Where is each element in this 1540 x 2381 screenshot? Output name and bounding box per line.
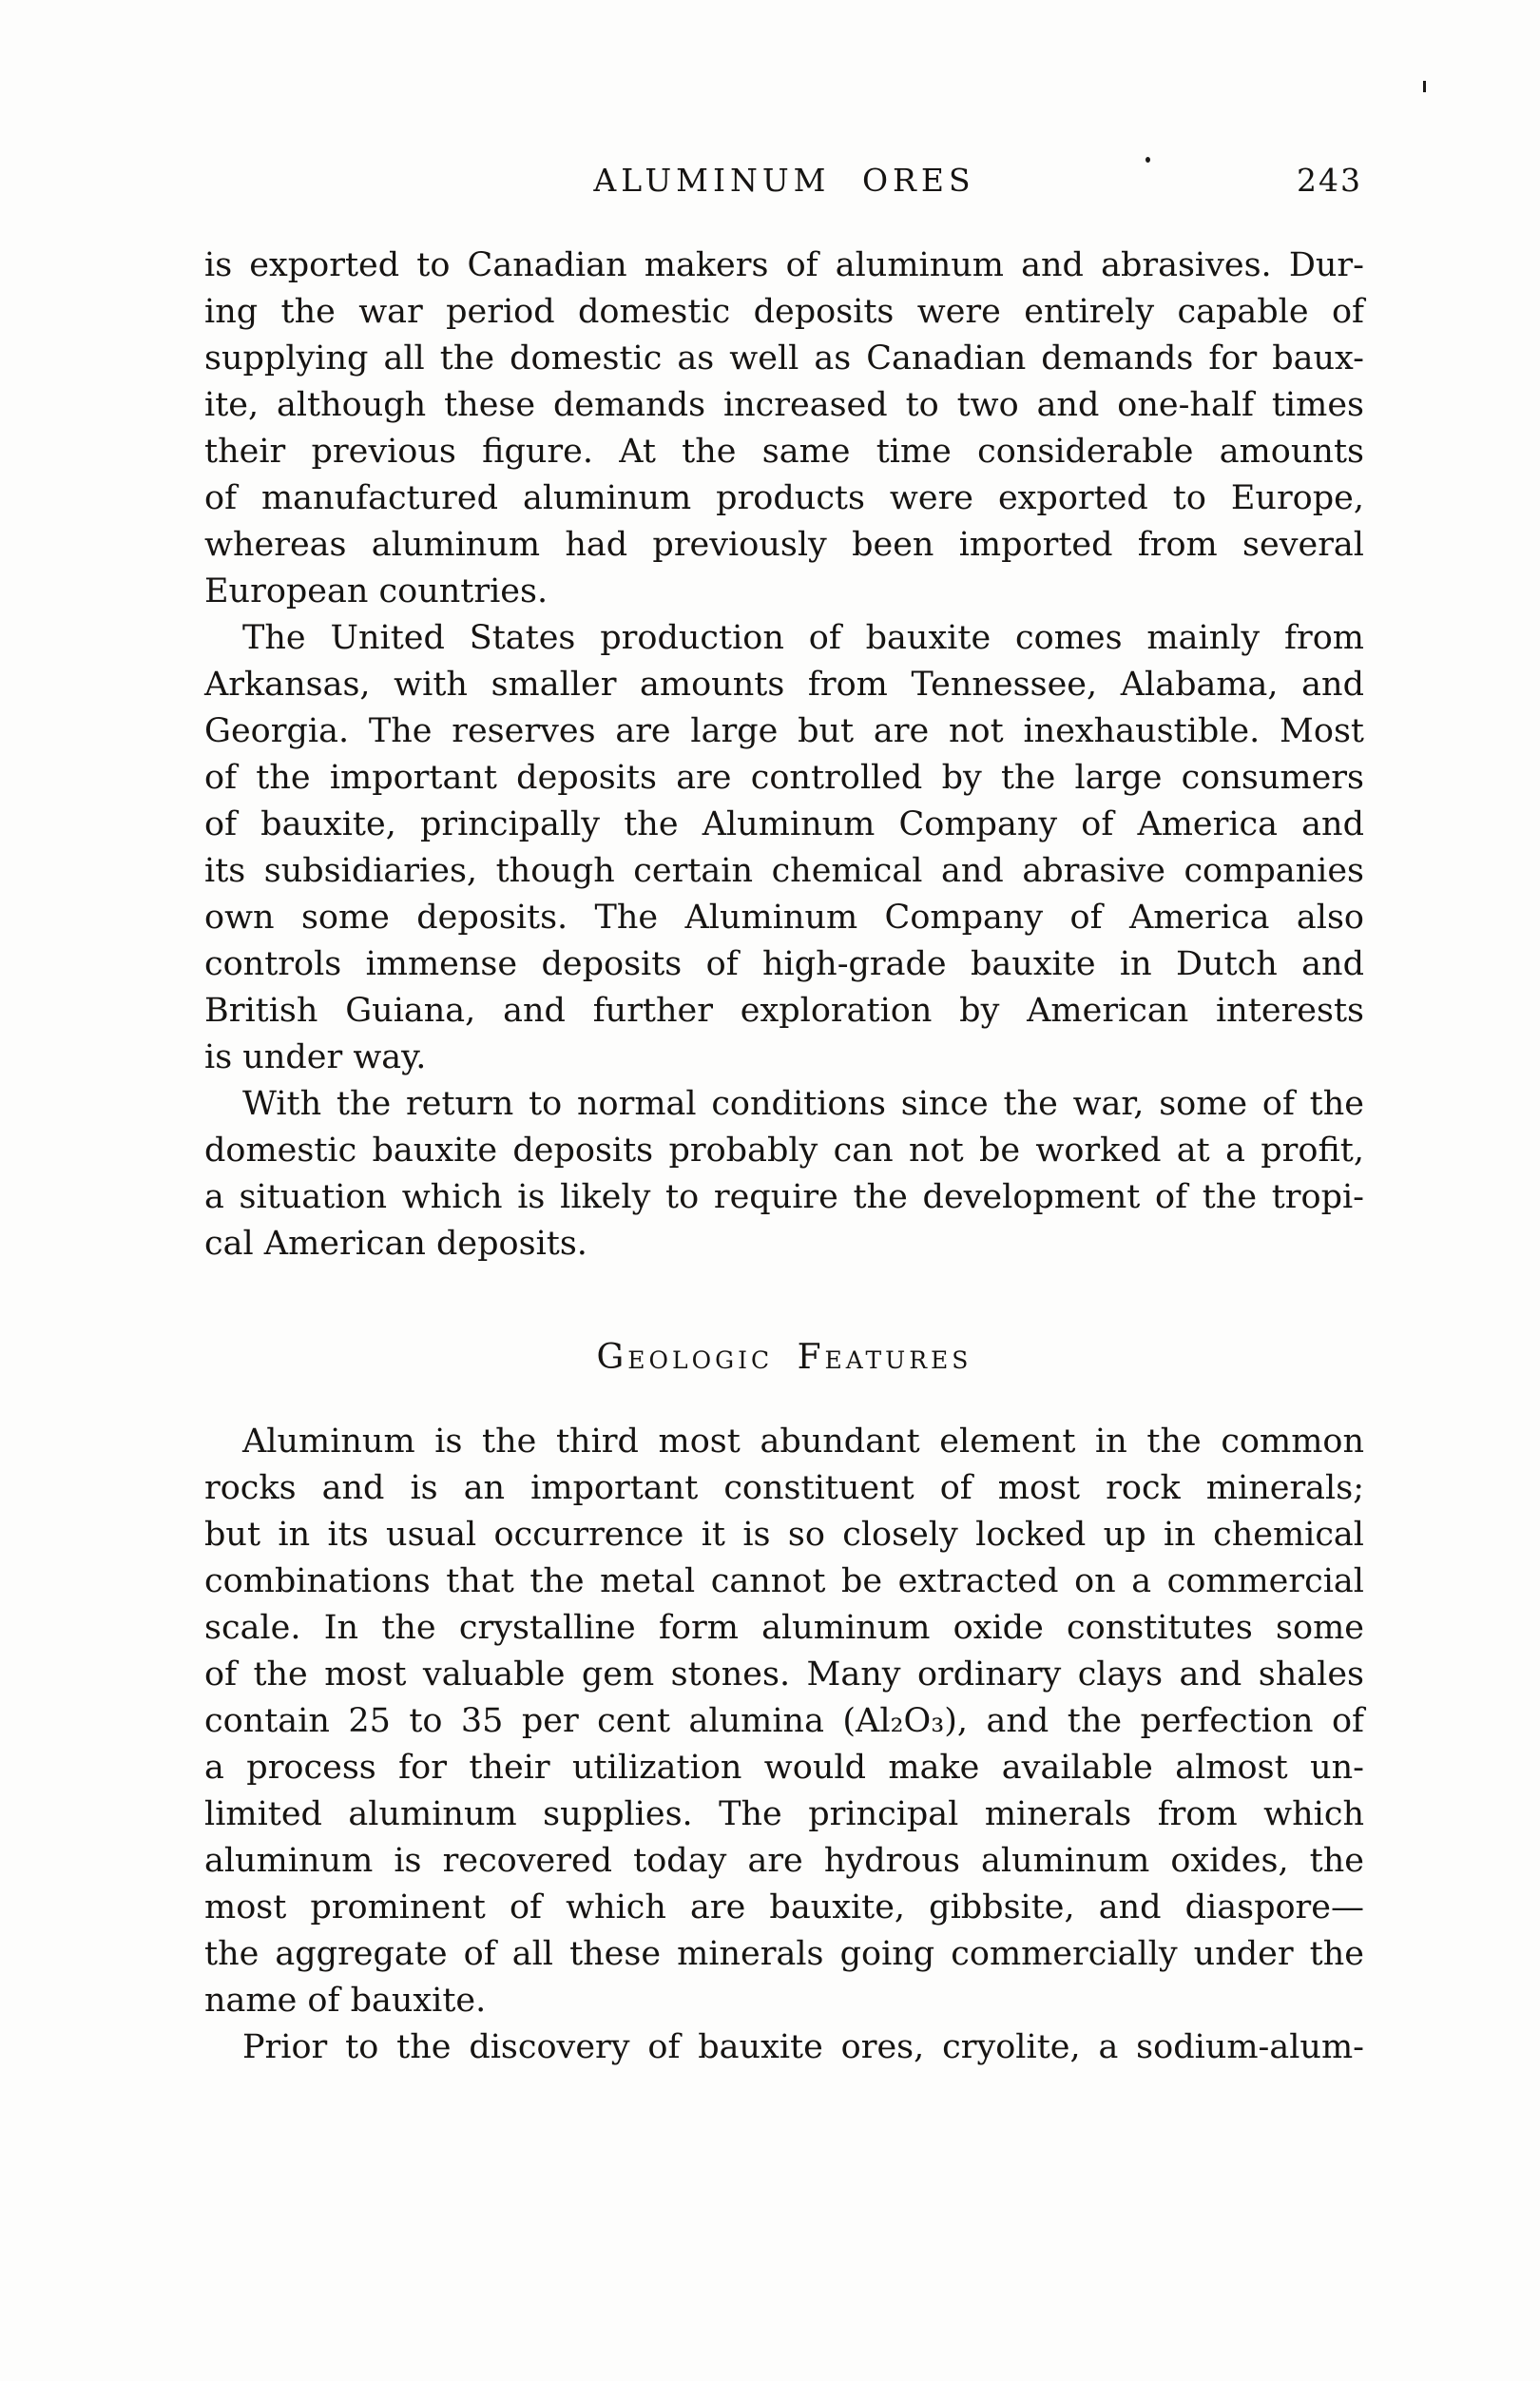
text-line: is exported to Canadian makers of aluminum and abrasives. Dur- [204, 246, 1364, 284]
paragraph [204, 2024, 1364, 2071]
paragraph [204, 1081, 1364, 1268]
text-line: a process for their utilization would make available almost un- [204, 1749, 1364, 1787]
text-line: name of bauxite. [204, 1982, 487, 2020]
text-line: supplying all the domestic as well as Canadian demands for baux- [204, 339, 1364, 377]
text-line: Aluminum is the third most abundant element in the common [242, 1423, 1364, 1461]
text-line: Georgia. The reserves are large but are not inexhaustible. Most [204, 712, 1364, 750]
page-number: 243 [1297, 162, 1362, 199]
text-line: aluminum is recovered today are hydrous aluminum oxides, the [204, 1842, 1364, 1880]
scan-speck-tick [1423, 81, 1426, 92]
text-line: most prominent of which are bauxite, gibbsite, and diaspore— [204, 1888, 1364, 1926]
text-line: the aggregate of all these minerals going commercially under the [204, 1935, 1364, 1973]
text-line: ing the war period domestic deposits were entirely capable of [204, 293, 1364, 331]
page-header [204, 162, 1364, 203]
text-line: combinations that the metal cannot be extracted on a commercial [204, 1562, 1364, 1600]
text-line: is under way. [204, 1038, 427, 1076]
text-line: domestic bauxite deposits probably can not be worked at a profit, [204, 1132, 1364, 1170]
text-line: of bauxite, principally the Aluminum Company of America and [204, 805, 1364, 843]
text-line: Arkansas, with smaller amounts from Tennessee, Alabama, and [204, 666, 1364, 704]
text-line: of the most valuable gem stones. Many ordinary clays and shales [204, 1655, 1364, 1694]
text-line: of manufactured aluminum products were exported to Europe, [204, 479, 1364, 517]
text-line: Prior to the discovery of bauxite ores, cryolite, a sodium-alum- [242, 2028, 1364, 2066]
paragraph [204, 242, 1364, 615]
text-line: of the important deposits are controlled by the large consumers [204, 759, 1364, 797]
paragraph [204, 615, 1364, 1081]
page-body [204, 242, 1364, 2071]
text-line: contain 25 to 35 per cent alumina (Al₂O₃), and the perfection of [204, 1702, 1364, 1740]
text-line: cal American deposits. [204, 1225, 587, 1263]
text-line: controls immense deposits of high-grade bauxite in Dutch and [204, 945, 1364, 983]
text-line: own some deposits. The Aluminum Company of America also [204, 899, 1364, 937]
text-line: European countries. [204, 572, 549, 610]
text-line: ite, although these demands increased to two and one-half times [204, 386, 1364, 424]
text-line: whereas aluminum had previously been imported from several [204, 526, 1364, 564]
page-title: ALUMINUM ORES [593, 162, 975, 199]
paragraph [204, 1419, 1364, 2024]
text-line: their previous figure. At the same time considerable amounts [204, 433, 1364, 471]
text-line: scale. In the crystalline form aluminum oxide constitutes some [204, 1609, 1364, 1647]
text-line: The United States production of bauxite comes mainly from [242, 619, 1364, 657]
section-heading: Geologic Features [596, 1338, 972, 1377]
text-line: limited aluminum supplies. The principal minerals from which [204, 1795, 1364, 1833]
text-line: its subsidiaries, though certain chemical and abrasive companies [204, 852, 1364, 890]
text-line: rocks and is an important constituent of most rock minerals; [204, 1469, 1364, 1507]
scan-speck-dot [1145, 157, 1150, 163]
text-line: but in its usual occurrence it is so closely locked up in chemical [204, 1516, 1364, 1554]
text-line: With the return to normal conditions since the war, some of the [242, 1085, 1364, 1123]
text-line: British Guiana, and further exploration by American interests [204, 992, 1364, 1030]
text-line: a situation which is likely to require the development of the tropi- [204, 1178, 1364, 1216]
